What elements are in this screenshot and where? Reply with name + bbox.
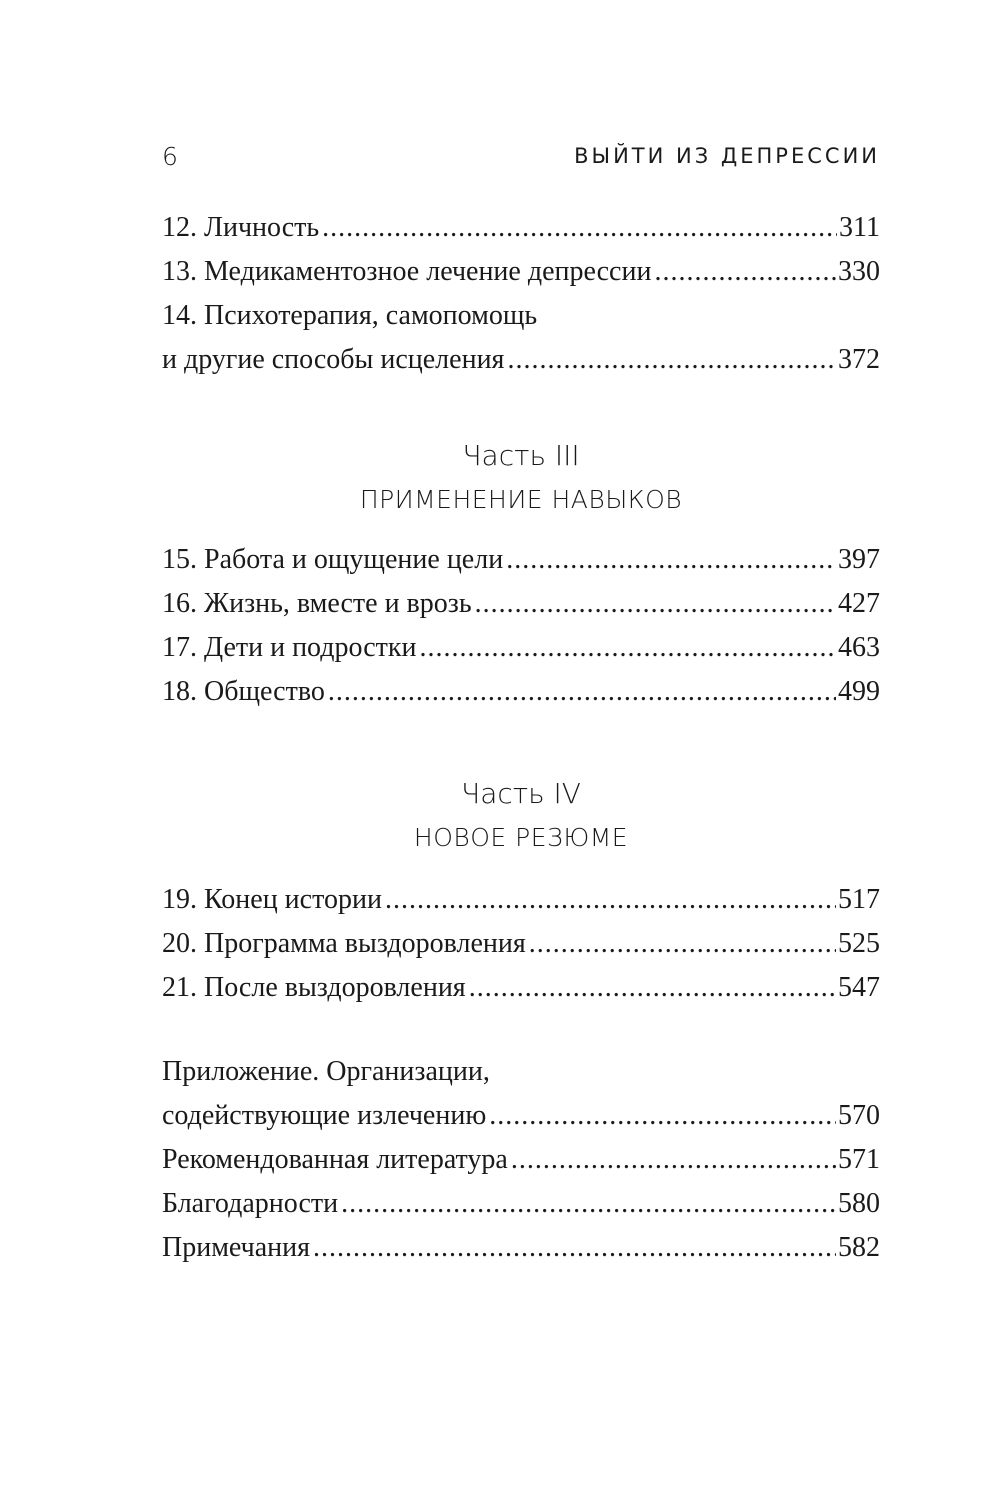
part-title: ПРИМЕНЕНИЕ НАВЫКОВ xyxy=(359,485,683,514)
dot-leader xyxy=(529,922,836,966)
dot-leader xyxy=(511,1138,836,1182)
toc-entry-page: 570 xyxy=(838,1100,880,1131)
toc-entry-page: 517 xyxy=(838,884,880,915)
part-heading xyxy=(162,772,880,860)
toc-entry-page: 372 xyxy=(838,344,880,375)
toc-entry[interactable] xyxy=(162,1138,880,1182)
toc-entry[interactable] xyxy=(162,338,880,382)
toc-entry[interactable] xyxy=(162,1182,880,1226)
toc-entry[interactable] xyxy=(162,626,880,670)
toc-entry-page: 463 xyxy=(838,632,880,663)
dot-leader xyxy=(506,538,836,582)
toc-entry-title: 18. Общество xyxy=(162,676,325,707)
page-number: 6 xyxy=(162,142,178,171)
toc-part4-list xyxy=(162,878,880,1010)
dot-leader xyxy=(328,670,836,714)
toc-entry-title: Благодарности xyxy=(162,1188,339,1219)
toc-entry-title: 16. Жизнь, вместе и врозь xyxy=(162,588,472,619)
dot-leader xyxy=(507,338,836,382)
dot-leader xyxy=(654,250,836,294)
toc-entry[interactable] xyxy=(162,878,880,922)
toc-entry-title-line1[interactable]: Приложение. Организации, xyxy=(162,1056,490,1087)
toc-entry-page: 571 xyxy=(838,1144,880,1175)
toc-entry-title: 19. Конец истории xyxy=(162,884,382,915)
toc-entry[interactable] xyxy=(162,1226,880,1270)
toc-entry-title: 15. Работа и ощущение цели xyxy=(162,544,504,575)
toc-entry-title-line1[interactable]: 14. Психотерапия, самопомощь xyxy=(162,300,538,331)
toc-entry-title: и другие способы исцеления xyxy=(162,344,505,375)
toc-entry-title: 17. Дети и подростки xyxy=(162,632,417,663)
toc-entry-title: 13. Медикаментозное лечение депрессии xyxy=(162,256,652,287)
toc-entry-page: 427 xyxy=(838,588,880,619)
part-label: Часть IV xyxy=(461,777,581,810)
running-header xyxy=(162,142,880,182)
toc-entry-title: 20. Программа выздоровления xyxy=(162,928,526,959)
running-title: ВЫЙТИ ИЗ ДЕПРЕССИИ xyxy=(574,144,880,168)
dot-leader xyxy=(322,206,837,250)
toc-entry[interactable] xyxy=(162,670,880,714)
toc-entry-page: 311 xyxy=(839,212,880,243)
part-title: НОВОЕ РЕЗЮМЕ xyxy=(413,823,629,852)
toc-entry[interactable] xyxy=(162,966,880,1010)
toc-entry[interactable] xyxy=(162,250,880,294)
toc-entry[interactable] xyxy=(162,582,880,626)
toc-entry-page: 547 xyxy=(838,972,880,1003)
toc-entry[interactable] xyxy=(162,922,880,966)
part-heading xyxy=(162,434,880,522)
toc-part3-list xyxy=(162,538,880,714)
toc-section-continued xyxy=(162,206,880,382)
dot-leader xyxy=(475,582,836,626)
toc-entry-page: 580 xyxy=(838,1188,880,1219)
toc-entry-page: 525 xyxy=(838,928,880,959)
dot-leader xyxy=(489,1094,836,1138)
toc-entry-page: 582 xyxy=(838,1232,880,1263)
toc-entry-page: 499 xyxy=(838,676,880,707)
dot-leader xyxy=(341,1182,836,1226)
toc-backmatter-list xyxy=(162,1050,880,1270)
toc-entry-title: 21. После выздоровления xyxy=(162,972,466,1003)
toc-entry[interactable] xyxy=(162,206,880,250)
toc-entry-page: 397 xyxy=(838,544,880,575)
dot-leader xyxy=(469,966,836,1010)
toc-entry-title: Примечания xyxy=(162,1232,311,1263)
toc-entry-title: содействующие излечению xyxy=(162,1100,487,1131)
toc-entry-page: 330 xyxy=(838,256,880,287)
part-label: Часть III xyxy=(462,439,580,472)
dot-leader xyxy=(419,626,836,670)
toc-entry-title: Рекомендованная литература xyxy=(162,1144,508,1175)
toc-entry[interactable] xyxy=(162,1094,880,1138)
toc-entry-title: 12. Личность xyxy=(162,212,320,243)
toc-entry[interactable] xyxy=(162,538,880,582)
dot-leader xyxy=(313,1226,836,1270)
dot-leader xyxy=(385,878,836,922)
